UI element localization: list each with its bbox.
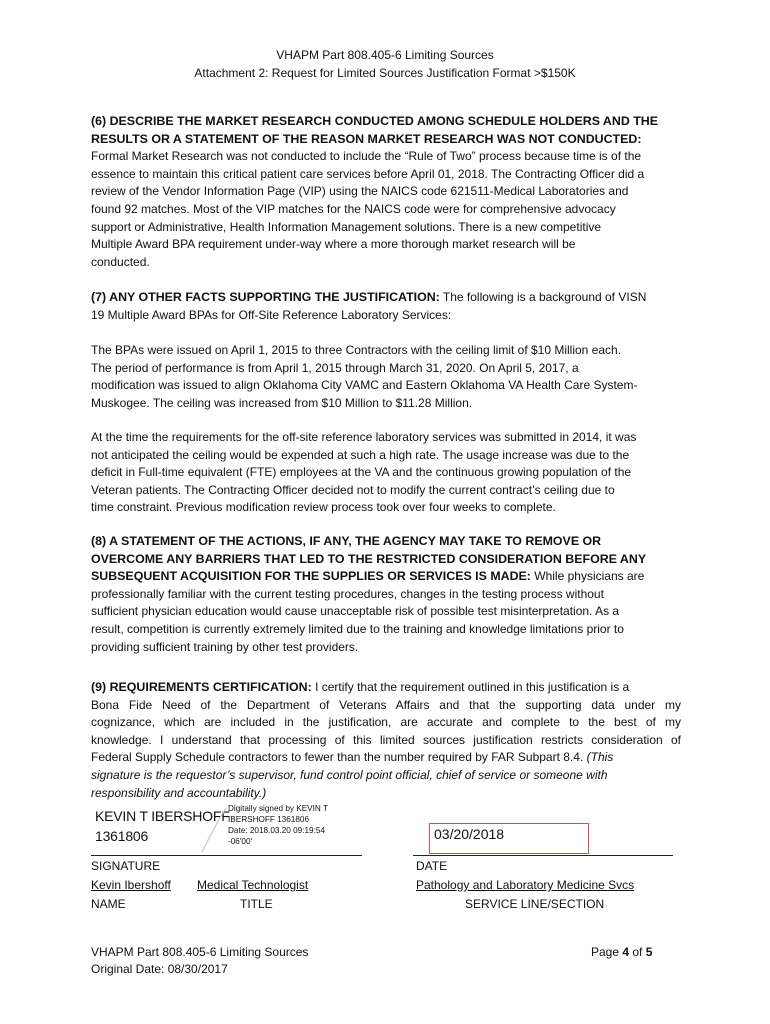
date-field[interactable] xyxy=(429,823,589,854)
page-current: 4 xyxy=(622,945,630,959)
section-6-line: Formal Market Research was not conducted to include the “Rule of Two” process because time is of the xyxy=(91,149,642,164)
header-title: VHAPM Part 808.405-6 Limiting Sources xyxy=(276,48,494,62)
section-6-line: Multiple Award BPA requirement under-way where a more thorough market research will be xyxy=(91,237,576,252)
name-value: Kevin Ibershoff xyxy=(91,878,171,892)
section-7-p1-line: Muskogee. The ceiling was increased from $10 Million to $11.28 Million. xyxy=(91,395,473,410)
section-8-heading-3: SUBSEQUENT ACQUISITION FOR THE SUPPLIES OR SERVICES IS MADE: xyxy=(91,569,531,584)
service-value: Pathology and Laboratory Medicine Svcs xyxy=(416,878,635,892)
page-of: of xyxy=(629,945,646,959)
digital-signature-line: Digitally signed by KEVIN T xyxy=(228,804,328,813)
section-6-line: support or Administrative, Health Information Management solutions. There is a new competitive xyxy=(91,219,602,234)
section-6 xyxy=(91,113,681,271)
section-7-line: 19 Multiple Award BPAs for Off-Site Reference Laboratory Services: xyxy=(91,307,452,322)
section-7-p2-line: not anticipated the ceiling would be expended at such a high rate. The usage increase was due to the xyxy=(91,447,630,462)
footer xyxy=(91,944,308,978)
section-6-line: conducted. xyxy=(91,254,150,269)
date-label: DATE xyxy=(416,859,448,873)
section-9-line: cognizance, which are included in the justification, are accurate and complete to the best of my xyxy=(91,715,681,730)
section-9-heading: (9) REQUIREMENTS CERTIFICATION: xyxy=(91,680,312,694)
signature-label: SIGNATURE xyxy=(91,859,161,873)
section-9-heading-rest: I certify that the requirement outlined in this justification is a xyxy=(311,680,630,694)
section-8-line: result, competition is currently extremely limited due to the training and knowledge limitations prior to xyxy=(91,621,624,636)
section-9-line: Federal Supply Schedule contractors to fewer than the number required by FAR Subpart 8.4. xyxy=(91,750,584,765)
section-7-p2-line: deficit in Full-time equivalent (FTE) employees at the VA and the continuous growing population of the xyxy=(91,465,632,480)
section-7-heading-rest: The following is a background of VISN xyxy=(439,290,647,304)
section-8 xyxy=(91,533,681,656)
digital-signature-line: Date: 2018.03.20 09:19:54 xyxy=(228,826,325,835)
section-7-paragraph-2 xyxy=(91,429,681,517)
section-9-line: knowledge. I understand that processing of this limited sources justification restricts consideration of xyxy=(91,732,681,747)
section-8-heading-rest: While physicians are xyxy=(530,569,645,584)
section-9-italic-line: responsibility and accountability.) xyxy=(91,785,267,800)
section-6-heading-2: RESULTS OR A STATEMENT OF THE REASON MARKET RESEARCH WAS NOT CONDUCTED: xyxy=(91,131,642,146)
section-6-line: essence to maintain this critical patient care services before April 01, 2018. The Contracting Officer did a xyxy=(91,166,645,181)
section-8-heading-2: OVERCOME ANY BARRIERS THAT LED TO THE RESTRICTED CONSIDERATION BEFORE ANY xyxy=(91,551,647,566)
section-7-p2-line: At the time the requirements for the off-site reference laboratory services was submitted in 2014, it was xyxy=(91,430,637,444)
section-6-line: found 92 matches. Most of the VIP matches for the NAICS code were for comprehensive advocacy xyxy=(91,201,616,216)
name-label: NAME xyxy=(91,897,126,911)
signer-name: KEVIN T IBERSHOFF xyxy=(95,808,230,824)
page-total: 5 xyxy=(645,945,653,959)
section-6-line: review of the Vendor Information Page (VIP) using the NAICS code 621511-Medical Laboratories and xyxy=(91,184,629,199)
header-subtitle: Attachment 2: Request for Limited Sources Justification Format >$150K xyxy=(194,66,576,80)
date-line xyxy=(413,855,673,856)
footer-original-date: Original Date: 08/30/2017 xyxy=(91,962,228,976)
section-7-p1-line: The BPAs were issued on April 1, 2015 to three Contractors with the ceiling limit of $10 Million each. xyxy=(91,343,622,357)
section-9-line: Bona Fide Need of the Department of Veterans Affairs and that the supporting data under my xyxy=(91,697,681,712)
section-7-heading: (7) ANY OTHER FACTS SUPPORTING THE JUSTIFICATION: xyxy=(91,290,440,304)
signature-line xyxy=(91,855,362,856)
page-prefix: Page xyxy=(591,945,623,959)
section-7-p1-line: The period of performance is from April 1, 2015 through March 31, 2020. On April 5, 2017, a xyxy=(91,360,579,375)
digital-signature-line: -06'00' xyxy=(228,837,253,846)
service-label: SERVICE LINE/SECTION xyxy=(465,897,605,911)
section-8-line: sufficient physician education would cause unacceptable risk of possible test misinterpretation. As a xyxy=(91,604,620,619)
title-value: Medical Technologist xyxy=(197,878,309,892)
section-7-paragraph-1 xyxy=(91,342,681,412)
digital-signature-info xyxy=(228,803,328,847)
section-6-heading-1: (6) DESCRIBE THE MARKET RESEARCH CONDUCTED AMONG SCHEDULE HOLDERS AND THE xyxy=(91,114,659,128)
footer-doc-title: VHAPM Part 808.405-6 Limiting Sources xyxy=(91,945,309,959)
page-number xyxy=(591,944,652,961)
digital-signature-mark-icon xyxy=(196,806,232,856)
section-9-italic-start: (This xyxy=(586,750,614,765)
date-value: 03/20/2018 xyxy=(434,826,505,842)
title-label: TITLE xyxy=(240,897,273,911)
section-8-line: professionally familiar with the current testing procedures, changes in the testing process without xyxy=(91,586,604,601)
section-8-heading-1: (8) A STATEMENT OF THE ACTIONS, IF ANY, THE AGENCY MAY TAKE TO REMOVE OR xyxy=(91,534,602,548)
signer-id: 1361806 xyxy=(95,828,149,844)
section-9 xyxy=(91,679,681,802)
digital-signature-line: IBERSHOFF 1361806 xyxy=(228,815,310,824)
section-8-line: providing sufficient training by other test providers. xyxy=(91,639,359,654)
section-7 xyxy=(91,289,681,324)
section-7-p1-line: modification was issued to align Oklahoma City VAMC and Eastern Oklahoma VA Health Care System- xyxy=(91,378,638,393)
section-7-p2-line: time constraint. Previous modification review process took over four weeks to complete. xyxy=(91,500,556,515)
section-9-italic-line: signature is the requestor’s supervisor, fund control point official, chief of service or someone with xyxy=(91,767,608,782)
section-7-p2-line: Veteran patients. The Contracting Officer decided not to modify the current contract’s ceiling due to xyxy=(91,482,615,497)
